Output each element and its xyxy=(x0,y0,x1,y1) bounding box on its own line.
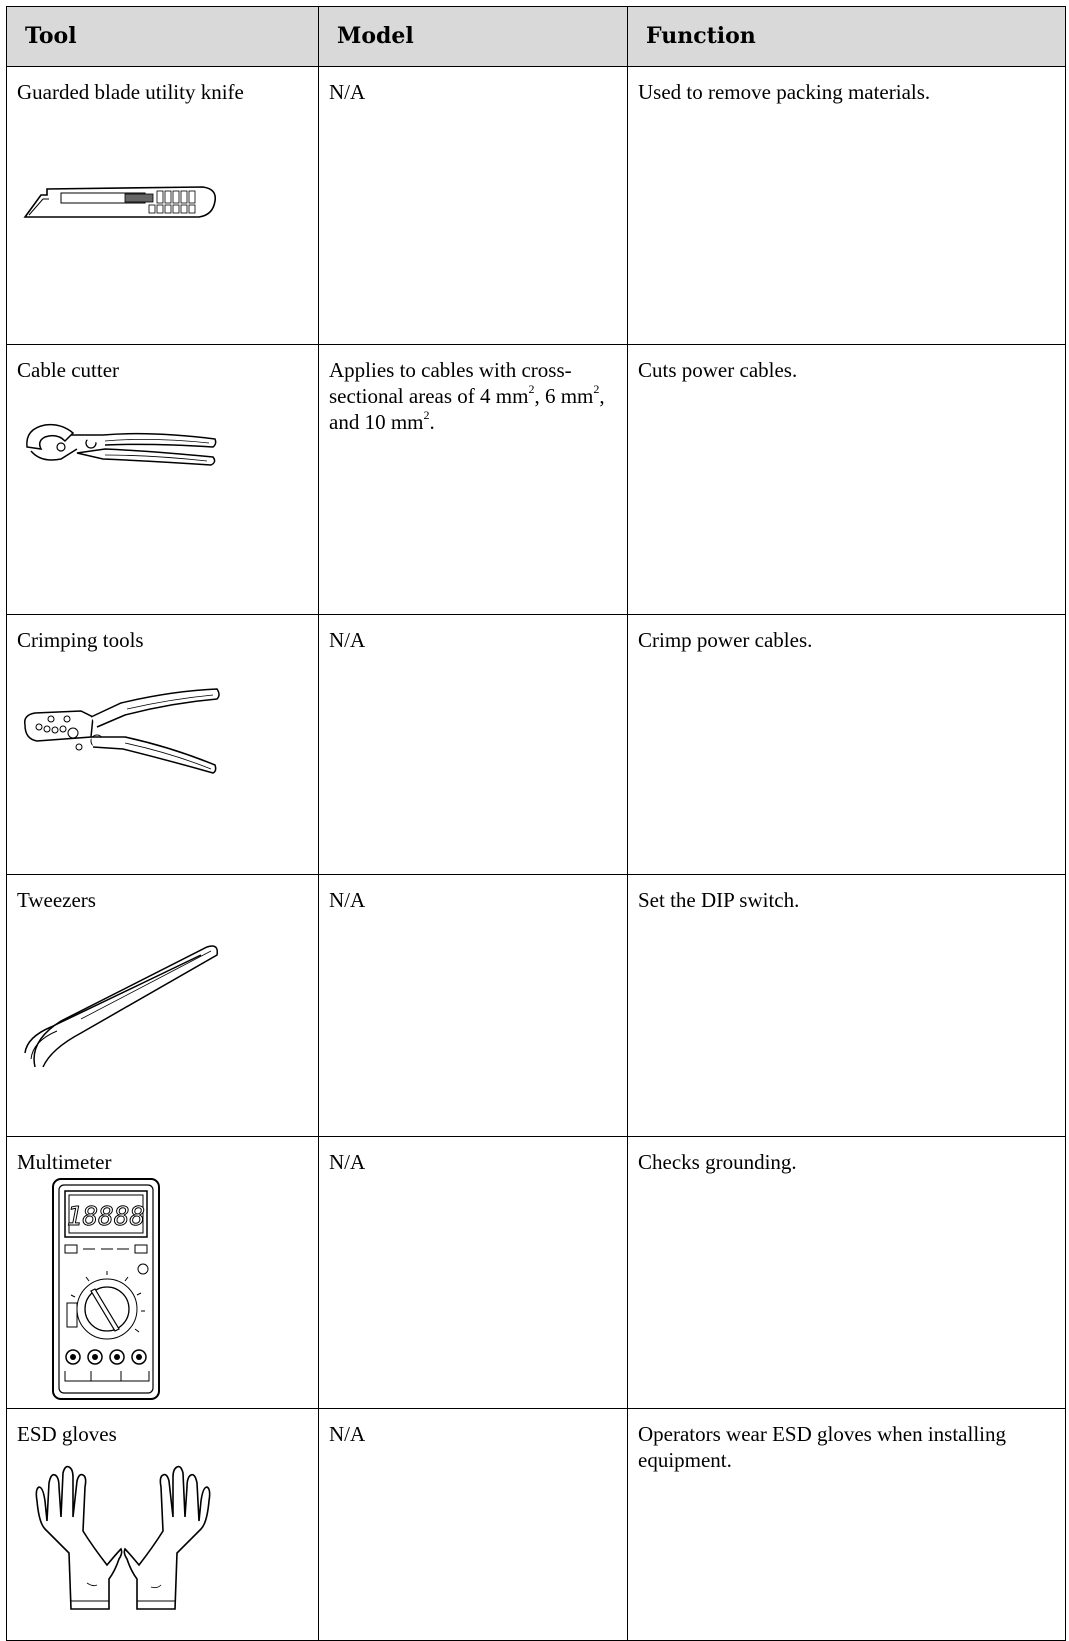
tool-name: ESD gloves xyxy=(17,1422,117,1446)
header-model: Model xyxy=(319,7,628,67)
table-row xyxy=(7,1409,1066,1641)
tool-cell xyxy=(7,875,319,1137)
tools-table xyxy=(6,6,1066,1641)
esd-gloves-icon xyxy=(21,1461,225,1611)
function-cell: Cuts power cables. xyxy=(628,345,1066,615)
utility-knife-icon xyxy=(21,171,221,231)
cable-cutter-icon xyxy=(21,411,221,481)
function-cell: Used to remove packing materials. xyxy=(628,67,1066,345)
model-cell: Applies to cables with cross-sectional areas of 4 $mm^2$, 6 $mm^2$, and 10 $mm^2$. xyxy=(319,345,628,615)
model-cell: N/A xyxy=(319,875,628,1137)
crimping-tool-icon xyxy=(21,685,221,785)
function-cell: Set the DIP switch. xyxy=(628,875,1066,1137)
tool-cell xyxy=(7,345,319,615)
tool-cell xyxy=(7,67,319,345)
tweezers-icon xyxy=(21,941,221,1071)
tool-name: Multimeter xyxy=(17,1150,112,1174)
tool-name: Guarded blade utility knife xyxy=(17,80,244,104)
function-cell: Crimp power cables. xyxy=(628,615,1066,875)
tool-cell xyxy=(7,1137,319,1409)
table-row xyxy=(7,875,1066,1137)
table-row xyxy=(7,345,1066,615)
tool-name: Crimping tools xyxy=(17,628,144,652)
tool-name: Cable cutter xyxy=(17,358,120,382)
header-tool: Tool xyxy=(7,7,319,67)
tool-name: Tweezers xyxy=(17,888,96,912)
model-cell: N/A xyxy=(319,1409,628,1641)
model-cell: N/A xyxy=(319,67,628,345)
multimeter-display: 18888 xyxy=(66,1202,146,1232)
tool-cell xyxy=(7,615,319,875)
function-cell: Checks grounding. xyxy=(628,1137,1066,1409)
tool-cell xyxy=(7,1409,319,1641)
model-cell: N/A xyxy=(319,1137,628,1409)
function-cell: Operators wear ESD gloves when installing equipment. xyxy=(628,1409,1066,1641)
table-row xyxy=(7,67,1066,345)
multimeter-icon xyxy=(51,1177,163,1403)
table-row xyxy=(7,1137,1066,1409)
header-function: Function xyxy=(628,7,1066,67)
table-row xyxy=(7,615,1066,875)
model-cell: N/A xyxy=(319,615,628,875)
table-header-row xyxy=(7,7,1066,67)
